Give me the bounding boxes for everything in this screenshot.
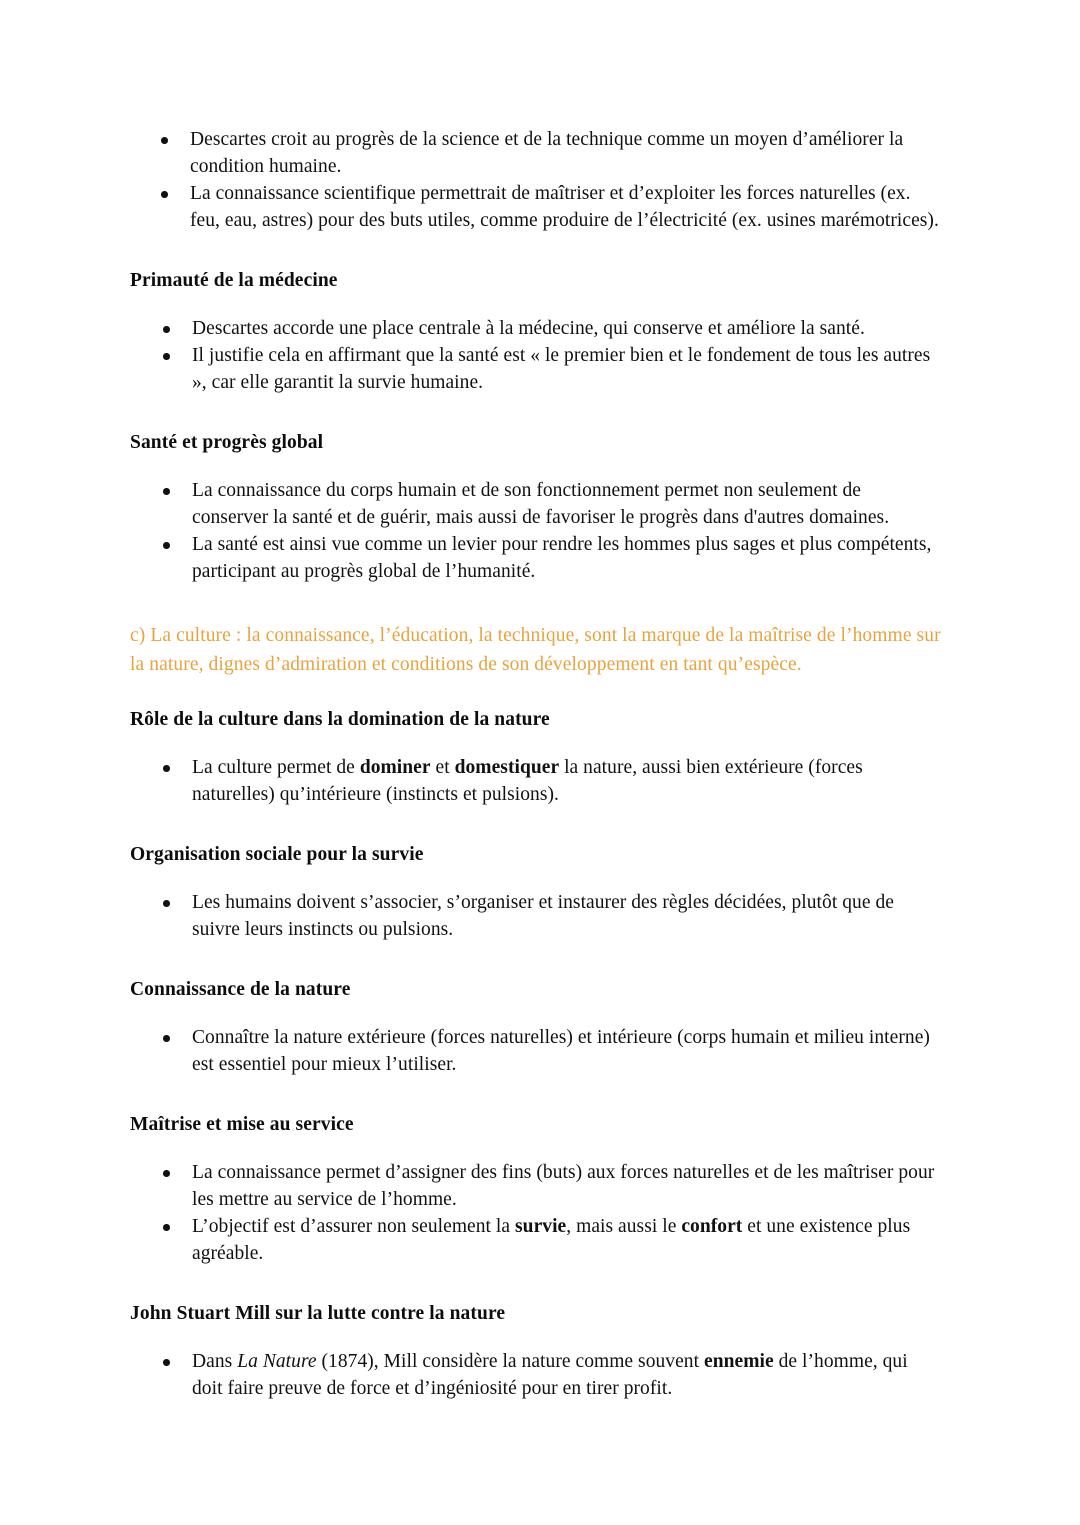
emphasis-bold: domestiquer — [454, 757, 560, 778]
spacer — [130, 294, 942, 315]
text-run: Connaître la nature extérieure (forces naturelles) et intérieure (corps humain et milieu interne) est essentiel pour mieux l’utiliser. — [192, 1027, 930, 1075]
text-run: (1874), Mill considère la nature comme souvent — [316, 1351, 704, 1372]
bullet-dot-icon — [163, 542, 170, 549]
text-run: L’objectif est d’assurer non seulement la — [192, 1216, 516, 1237]
emphasis-bold: survie — [515, 1216, 567, 1237]
spacer — [130, 1003, 942, 1024]
heading-role-culture: Rôle de la culture dans la domination de la nature — [130, 709, 550, 730]
text-run: La connaissance du corps humain et de son fonctionnement permet non seulement de conserver la santé et de guérir, mais aussi de favoriser le progrès dans d'autres domaines. — [192, 480, 890, 528]
bullet-list-connaissance — [130, 1024, 942, 1078]
spacer — [130, 456, 942, 477]
spacer — [130, 943, 942, 976]
list-item — [130, 1348, 942, 1402]
bullet-dot-icon — [163, 353, 170, 360]
text-run: La connaissance scientifique permettrait de maîtriser et d’exploiter les forces naturelles (ex. feu, eau, astres) pour des buts utiles, comme produire de l’électricité (ex. usines marémotrices). — [190, 183, 939, 231]
heading-sante-progres: Santé et progrès global — [130, 432, 324, 453]
bullet-list-medecine — [130, 315, 942, 396]
spacer — [130, 585, 942, 622]
bullet-dot-icon — [163, 1170, 170, 1177]
bullet-list-maitrise — [130, 1159, 942, 1267]
spacer — [130, 396, 942, 429]
text-run: , mais aussi le — [566, 1216, 682, 1237]
list-item — [130, 531, 942, 585]
spacer — [130, 868, 942, 889]
text-run: Descartes croit au progrès de la science et de la technique comme un moyen d’améliorer la condition humaine. — [190, 129, 904, 177]
emphasis-italic: La Nature — [237, 1351, 317, 1372]
heading-primaute-medecine: Primauté de la médecine — [130, 270, 338, 291]
bullet-dot-icon — [161, 137, 168, 144]
heading-maitrise-service: Maîtrise et mise au service — [130, 1114, 354, 1135]
list-item — [130, 126, 942, 180]
heading-organisation-sociale: Organisation sociale pour la survie — [130, 844, 424, 865]
spacer — [130, 234, 942, 267]
text-run: et une existence plus agréable. — [192, 1216, 911, 1264]
list-item — [130, 180, 942, 234]
bullet-dot-icon — [163, 488, 170, 495]
text-run: Les humains doivent s’associer, s’organiser et instaurer des règles décidées, plutôt que de suivre leurs instincts ou pulsions. — [192, 892, 894, 940]
list-item — [130, 477, 942, 531]
spacer — [130, 808, 942, 841]
bullet-dot-icon — [161, 191, 168, 198]
bullet-list-organisation — [130, 889, 942, 943]
list-item — [130, 1024, 942, 1078]
text-run: La connaissance permet d’assigner des fins (buts) aux forces naturelles et de les maîtriser pour les mettre au service de l’homme. — [192, 1162, 935, 1210]
bullet-list-sante — [130, 477, 942, 585]
bullet-dot-icon — [163, 900, 170, 907]
text-run: Il justifie cela en affirmant que la santé est « le premier bien et le fondement de tous les autres », car elle garantit la survie humaine. — [192, 345, 931, 393]
emphasis-bold: dominer — [359, 757, 431, 778]
text-run: de l’homme, qui doit faire preuve de force et d’ingéniosité pour en tirer profit. — [192, 1351, 908, 1399]
bullet-list-mill — [130, 1348, 942, 1402]
spacer — [130, 1267, 942, 1300]
bullet-list-role-culture — [130, 754, 942, 808]
list-item — [130, 754, 942, 808]
bullet-dot-icon — [163, 765, 170, 772]
spacer — [130, 1078, 942, 1111]
text-run: la nature, aussi bien extérieure (forces naturelles) qu’intérieure (instincts et pulsions). — [192, 757, 863, 805]
heading-connaissance-nature: Connaissance de la nature — [130, 979, 351, 1000]
list-item — [130, 1213, 942, 1267]
list-item — [130, 342, 942, 396]
bullet-list-intro — [130, 126, 942, 234]
spacer — [130, 733, 942, 754]
document-content — [130, 126, 942, 1402]
text-run: et — [430, 757, 455, 778]
spacer — [130, 1138, 942, 1159]
heading-john-stuart-mill: John Stuart Mill sur la lutte contre la nature — [130, 1303, 506, 1324]
list-item — [130, 889, 942, 943]
spacer — [130, 1327, 942, 1348]
bullet-dot-icon — [163, 1224, 170, 1231]
bullet-dot-icon — [163, 1035, 170, 1042]
list-item — [130, 1159, 942, 1213]
text-run: Dans — [192, 1351, 238, 1372]
list-item — [130, 315, 942, 342]
bullet-dot-icon — [163, 326, 170, 333]
text-run: Descartes accorde une place centrale à la médecine, qui conserve et améliore la santé. — [192, 318, 865, 339]
emphasis-bold: confort — [681, 1216, 743, 1237]
emphasis-bold: ennemie — [704, 1351, 774, 1372]
text-run: La santé est ainsi vue comme un levier pour rendre les hommes plus sages et plus compétents, participant au progrès global de l’humanité. — [192, 534, 932, 582]
spacer — [130, 679, 942, 706]
bullet-dot-icon — [163, 1359, 170, 1366]
callout-paragraph-culture: c) La culture : la connaissance, l’éducation, la technique, sont la marque de la maîtrise de l’homme sur la nature, dignes d’admiration et conditions de son développement en tant qu’espèce. — [130, 625, 941, 675]
text-run: La culture permet de — [192, 757, 360, 778]
